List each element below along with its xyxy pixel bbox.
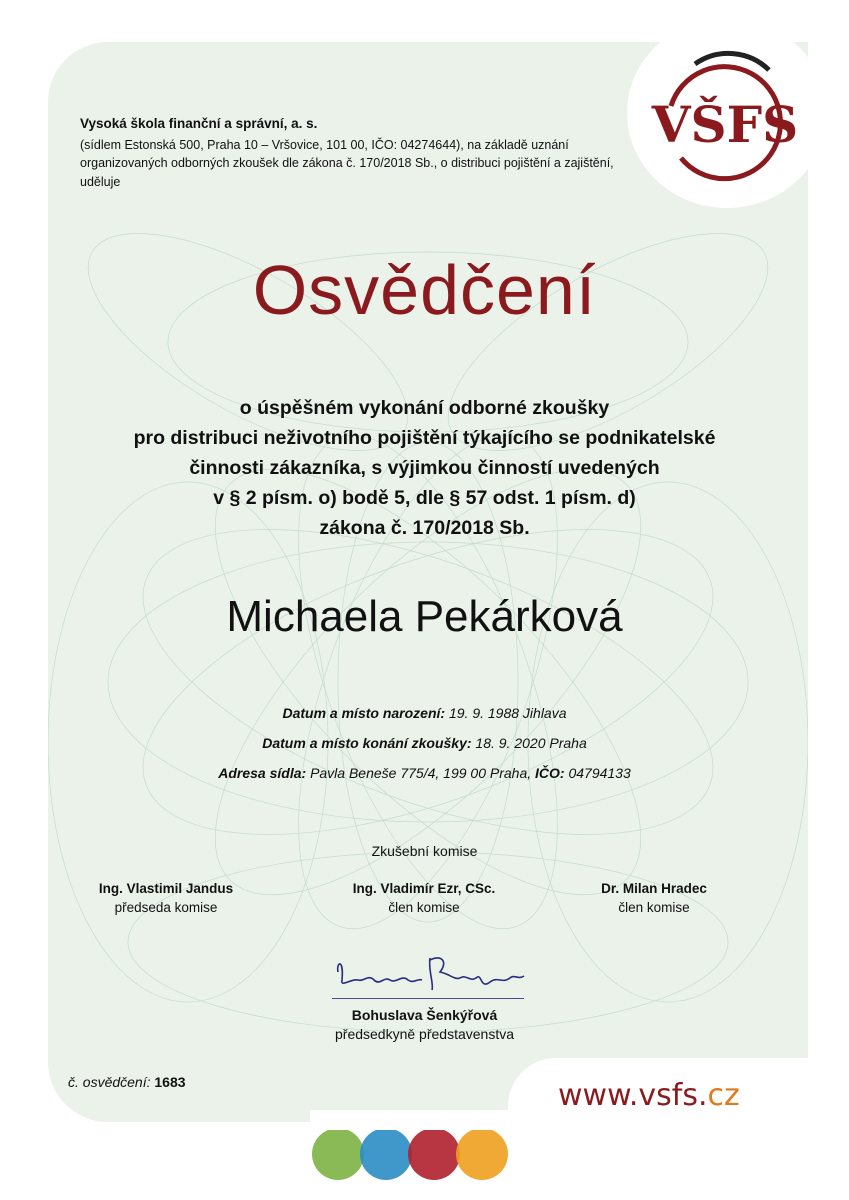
member-role: předseda komise: [114, 900, 218, 915]
signer-block: [0, 1006, 849, 1044]
committee-title: Zkušební komise: [371, 843, 478, 859]
subtitle-line: v § 2 písm. o) bodě 5, dle § 57 odst. 1 písm. d): [213, 487, 636, 509]
issuer-text: (sídlem Estonská 500, Praha 10 – Vršovice, 101 00, IČO: 04274644), na základě uznání organizovaných odborných zkoušek dle zákona č. 170/2018 Sb., o distribuci pojištění a zajištění, uděluje: [80, 137, 614, 189]
member-role: člen komise: [618, 900, 690, 915]
committee-member: [534, 879, 774, 917]
certificate-subtitle: [0, 393, 849, 543]
certificate-number-value: 1683: [154, 1074, 186, 1090]
exam-value: 18. 9. 2020 Praha: [475, 735, 587, 751]
member-role: člen komise: [388, 900, 460, 915]
issuer-name: Vysoká škola finanční a správní, a. s.: [80, 116, 318, 131]
birth-value: 19. 9. 1988 Jihlava: [448, 705, 567, 721]
handwritten-signature: [330, 950, 530, 998]
certificate-number: [68, 1074, 186, 1090]
subtitle-line: zákona č. 170/2018 Sb.: [319, 517, 530, 539]
certificate-title: Osvědčení: [252, 251, 597, 329]
address-row: [0, 758, 849, 788]
committee-member: [304, 879, 544, 917]
ico-label: IČO:: [535, 765, 565, 781]
signer-name: Bohuslava Šenkýřová: [351, 1007, 498, 1023]
certificate-number-label: č. osvědčení:: [68, 1074, 151, 1090]
member-name: Dr. Milan Hradec: [601, 881, 707, 896]
issuer-block: [80, 115, 640, 191]
exam-label: Datum a místo konání zkoušky:: [262, 735, 472, 751]
signer-role: předsedkyně představenstva: [335, 1026, 514, 1042]
orange-circle: [456, 1128, 508, 1180]
subtitle-line: pro distribuci neživotního pojištění týkajícího se podnikatelské: [133, 427, 716, 449]
decorative-circles: [310, 1110, 520, 1200]
address-value: Pavla Beneše 775/4, 199 00 Praha,: [310, 765, 532, 781]
vsfs-logo: [651, 46, 799, 194]
address-label: Adresa sídla:: [218, 765, 307, 781]
ico-value: 04794133: [568, 765, 631, 781]
website-tld: cz: [707, 1078, 740, 1113]
recipient-name: Michaela Pekárková: [226, 592, 623, 641]
blue-circle: [360, 1128, 412, 1180]
website-domain: www.vsfs.: [558, 1078, 708, 1113]
member-name: Ing. Vladimír Ezr, CSc.: [352, 881, 496, 896]
green-circle: [312, 1128, 364, 1180]
red-circle: [408, 1128, 460, 1180]
birth-label: Datum a místo narození:: [282, 705, 446, 721]
svg-text:VŠFS: VŠFS: [651, 95, 799, 154]
subtitle-line: činnosti zákazníka, s výjimkou činností uvedených: [189, 457, 660, 479]
member-name: Ing. Vlastimil Jandus: [98, 881, 234, 896]
signature-line: [332, 998, 524, 999]
website-link[interactable]: [558, 1078, 740, 1113]
exam-row: [0, 728, 849, 758]
recipient-details: [0, 698, 849, 788]
committee-member: [46, 879, 286, 917]
birth-row: [0, 698, 849, 728]
subtitle-line: o úspěšném vykonání odborné zkoušky: [239, 397, 610, 419]
